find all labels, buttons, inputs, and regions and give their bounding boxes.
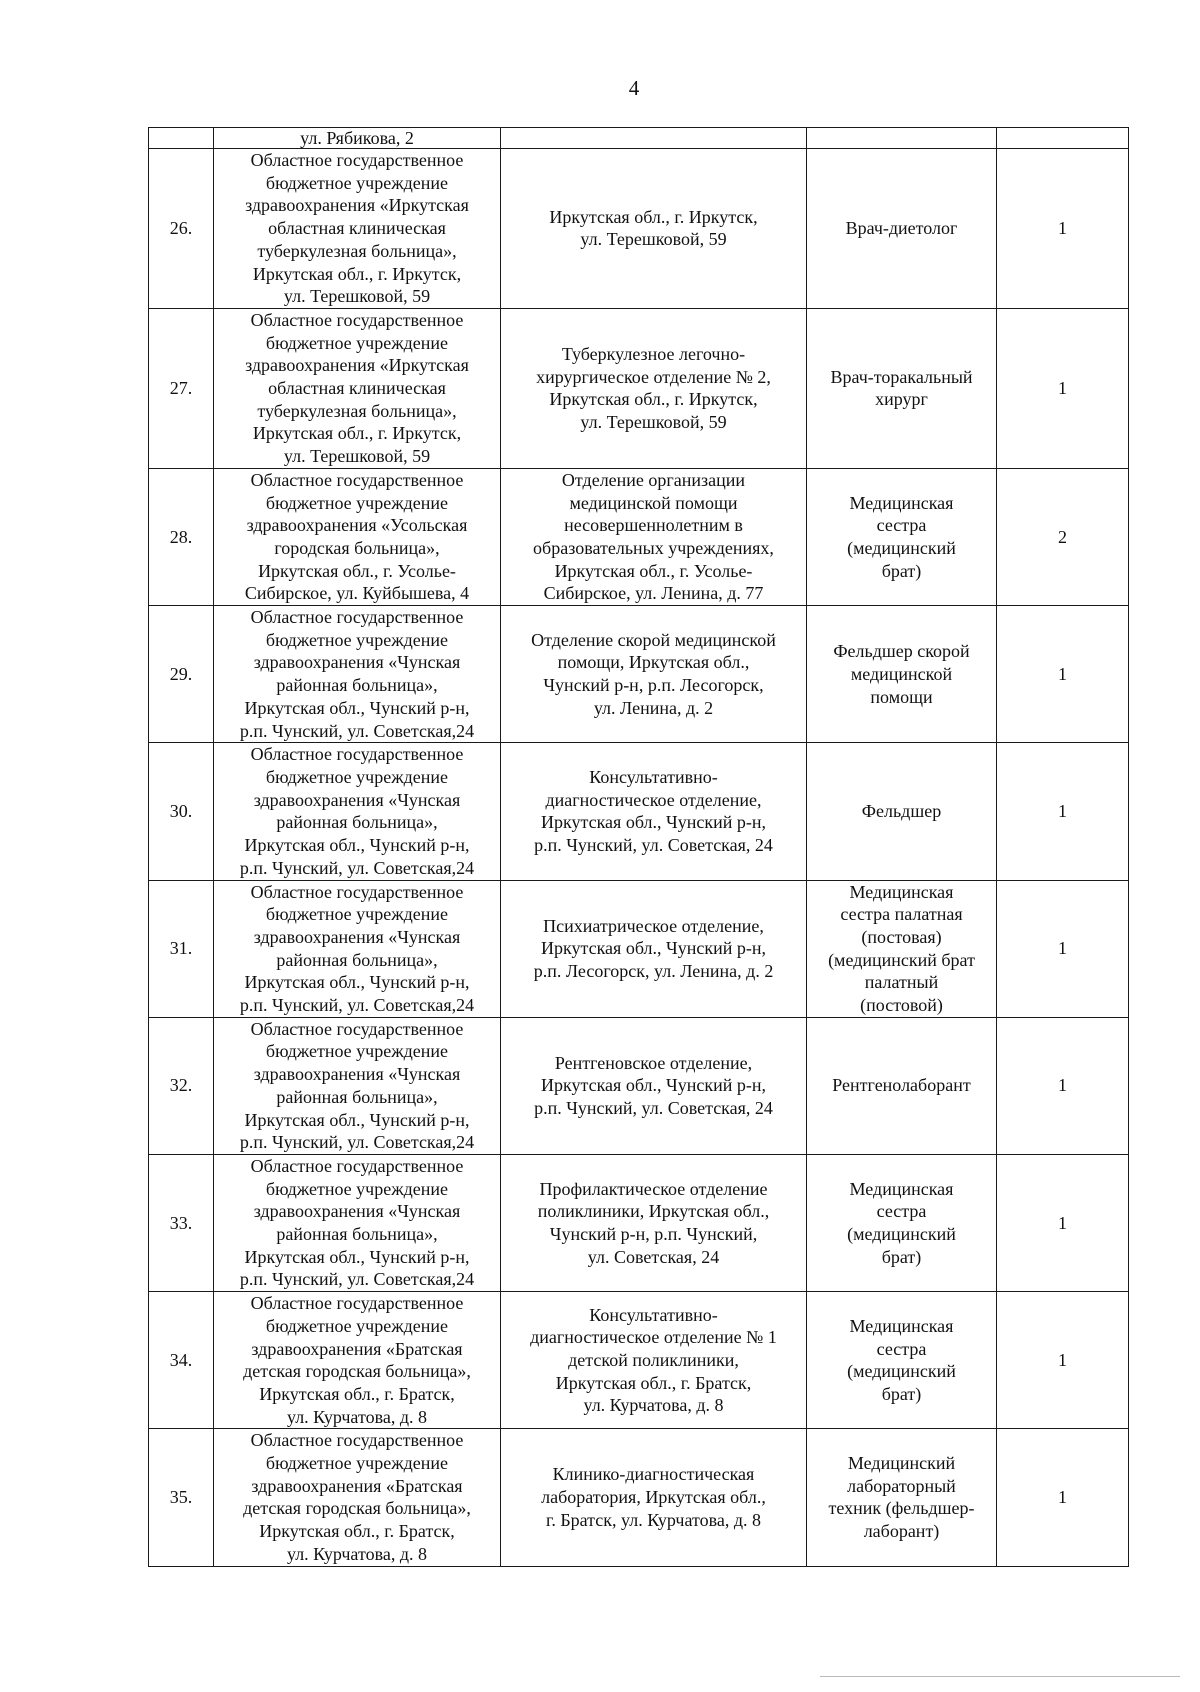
table-row [149, 1154, 1129, 1291]
page-number: 4 [628, 76, 640, 100]
cell-organization: Областное государственное бюджетное учреждение здравоохранения «Братская детская городская больница», Иркутская обл., г. Братск, ул. Курчатова, д. 8 [214, 1292, 501, 1429]
cell-unit-address: Консультативно- диагностическое отделение, Иркутская обл., Чунский р-н, р.п. Чунский, ул. Советская, 24 [501, 743, 807, 880]
cell-organization: Областное государственное бюджетное учреждение здравоохранения «Чунская районная больница», Иркутская обл., Чунский р-н, р.п. Чунский, ул. Советская,24 [214, 880, 501, 1017]
table-row [149, 606, 1129, 743]
cell-unit-address: Психиатрическое отделение, Иркутская обл., Чунский р-н, р.п. Лесогорск, ул. Ленина, д. 2 [501, 880, 807, 1017]
cell-position: Медицинская сестра (медицинский брат) [807, 468, 997, 605]
cell-position: Медицинский лабораторный техник (фельдшер- лаборант) [807, 1429, 997, 1566]
cell-unit-address: Рентгеновское отделение, Иркутская обл., Чунский р-н, р.п. Чунский, ул. Советская, 24 [501, 1017, 807, 1154]
cell-position [807, 128, 997, 149]
cell-number: 28. [149, 468, 214, 605]
cell-position: Врач-торакальный хирург [807, 308, 997, 468]
cell-count: 1 [997, 743, 1129, 880]
cell-position: Фельдшер [807, 743, 997, 880]
table-row [149, 1017, 1129, 1154]
table-row [149, 1429, 1129, 1566]
cell-unit-address: Профилактическое отделение поликлиники, Иркутская обл., Чунский р-н, р.п. Чунский, ул. Советская, 24 [501, 1154, 807, 1291]
cell-count: 1 [997, 1429, 1129, 1566]
cell-count: 2 [997, 468, 1129, 605]
cell-position: Медицинская сестра (медицинский брат) [807, 1292, 997, 1429]
cell-number: 35. [149, 1429, 214, 1566]
vacancy-table [148, 127, 1129, 1567]
table-row [149, 468, 1129, 605]
cell-organization: Областное государственное бюджетное учреждение здравоохранения «Иркутская областная клиническая туберкулезная больница», Иркутская обл., г. Иркутск, ул. Терешковой, 59 [214, 308, 501, 468]
cell-organization: Областное государственное бюджетное учреждение здравоохранения «Иркутская областная клиническая туберкулезная больница», Иркутская обл., г. Иркутск, ул. Терешковой, 59 [214, 149, 501, 309]
cell-unit-address: Отделение организации медицинской помощи несовершеннолетним в образовательных учреждениях, Иркутская обл., г. Усолье- Сибирское, ул. Ленина, д. 77 [501, 468, 807, 605]
cell-organization: Областное государственное бюджетное учреждение здравоохранения «Чунская районная больница», Иркутская обл., Чунский р-н, р.п. Чунский, ул. Советская,24 [214, 743, 501, 880]
cell-count: 1 [997, 606, 1129, 743]
table-row [149, 1292, 1129, 1429]
cell-unit-address: Туберкулезное легочно- хирургическое отделение № 2, Иркутская обл., г. Иркутск, ул. Терешковой, 59 [501, 308, 807, 468]
cell-organization: Областное государственное бюджетное учреждение здравоохранения «Усольская городская больница», Иркутская обл., г. Усолье- Сибирское, ул. Куйбышева, 4 [214, 468, 501, 605]
cell-unit-address: Отделение скорой медицинской помощи, Иркутская обл., Чунский р-н, р.п. Лесогорск, ул. Ленина, д. 2 [501, 606, 807, 743]
cell-number [149, 128, 214, 149]
cell-number: 32. [149, 1017, 214, 1154]
cell-number: 34. [149, 1292, 214, 1429]
cell-position: Медицинская сестра палатная (постовая) (медицинский брат палатный (постовой) [807, 880, 997, 1017]
cell-number: 30. [149, 743, 214, 880]
cell-count: 1 [997, 880, 1129, 1017]
cell-organization: Областное государственное бюджетное учреждение здравоохранения «Братская детская городская больница», Иркутская обл., г. Братск, ул. Курчатова, д. 8 [214, 1429, 501, 1566]
cell-number: 27. [149, 308, 214, 468]
cell-unit-address: Иркутская обл., г. Иркутск, ул. Терешковой, 59 [501, 149, 807, 309]
table-row [149, 149, 1129, 309]
cell-unit-address: Клинико-диагностическая лаборатория, Иркутская обл., г. Братск, ул. Курчатова, д. 8 [501, 1429, 807, 1566]
cell-number: 29. [149, 606, 214, 743]
cell-count: 1 [997, 149, 1129, 309]
table-row-continuation [149, 128, 1129, 149]
table-row [149, 880, 1129, 1017]
cell-number: 26. [149, 149, 214, 309]
cell-count: 1 [997, 1154, 1129, 1291]
scan-edge-line [820, 1676, 1180, 1677]
cell-position: Рентгенолаборант [807, 1017, 997, 1154]
cell-organization: Областное государственное бюджетное учреждение здравоохранения «Чунская районная больница», Иркутская обл., Чунский р-н, р.п. Чунский, ул. Советская,24 [214, 1154, 501, 1291]
cell-position: Медицинская сестра (медицинский брат) [807, 1154, 997, 1291]
table-row [149, 743, 1129, 880]
cell-unit-address [501, 128, 807, 149]
cell-number: 33. [149, 1154, 214, 1291]
cell-organization: ул. Рябикова, 2 [214, 128, 501, 149]
cell-count [997, 128, 1129, 149]
cell-count: 1 [997, 308, 1129, 468]
cell-unit-address: Консультативно- диагностическое отделение № 1 детской поликлиники, Иркутская обл., г. Братск, ул. Курчатова, д. 8 [501, 1292, 807, 1429]
cell-number: 31. [149, 880, 214, 1017]
cell-count: 1 [997, 1017, 1129, 1154]
table-row [149, 308, 1129, 468]
cell-organization: Областное государственное бюджетное учреждение здравоохранения «Чунская районная больница», Иркутская обл., Чунский р-н, р.п. Чунский, ул. Советская,24 [214, 606, 501, 743]
cell-organization: Областное государственное бюджетное учреждение здравоохранения «Чунская районная больница», Иркутская обл., Чунский р-н, р.п. Чунский, ул. Советская,24 [214, 1017, 501, 1154]
cell-position: Фельдшер скорой медицинской помощи [807, 606, 997, 743]
cell-position: Врач-диетолог [807, 149, 997, 309]
cell-count: 1 [997, 1292, 1129, 1429]
